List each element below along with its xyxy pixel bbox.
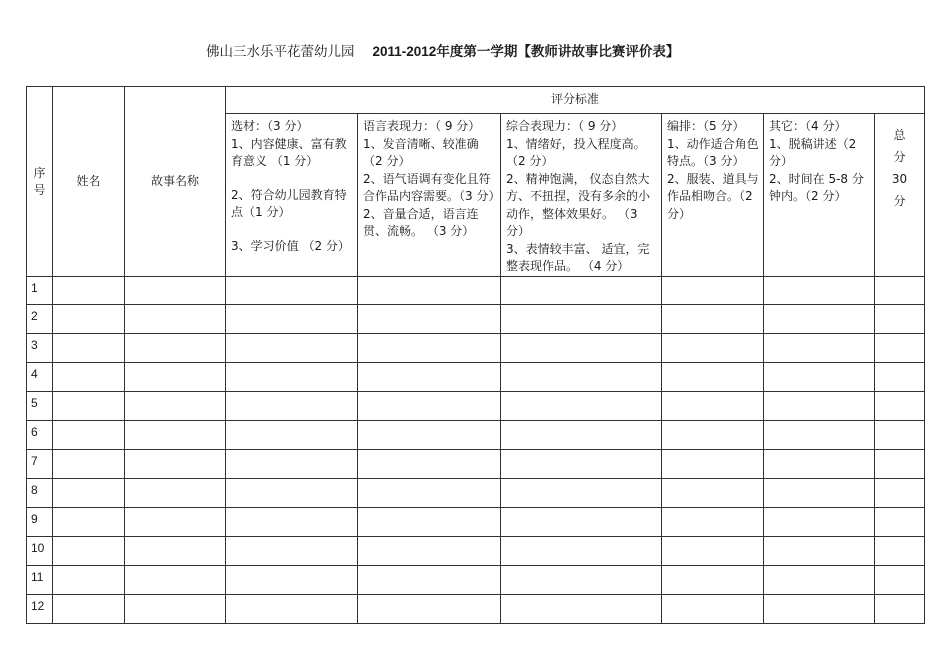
blank-cell[interactable]: [875, 334, 925, 363]
blank-cell[interactable]: [358, 392, 501, 421]
blank-cell[interactable]: [53, 595, 125, 624]
title-rest: 年度第一学期【教师讲故事比赛评价表】: [436, 44, 680, 60]
blank-cell[interactable]: [501, 392, 662, 421]
criteria-line: 2、音量合适，语言连贯、流畅。 （3 分）: [363, 206, 479, 238]
criteria-line: 2、精神饱满， 仪态自然大方、不扭捏，没有多余的小动作，整体效果好。 （3 分）: [506, 171, 651, 238]
header-story: 故事名称: [125, 87, 226, 277]
criteria-cell-3: [501, 114, 662, 277]
blank-cell[interactable]: [358, 450, 501, 479]
table-row: [27, 363, 925, 392]
blank-cell[interactable]: [53, 392, 125, 421]
row-number: 2: [27, 305, 53, 334]
table-row: [27, 450, 925, 479]
blank-cell[interactable]: [501, 508, 662, 537]
blank-cell[interactable]: [875, 305, 925, 334]
criteria-cell-1: [226, 114, 358, 277]
blank-cell[interactable]: [875, 479, 925, 508]
blank-cell[interactable]: [875, 450, 925, 479]
blank-cell[interactable]: [875, 508, 925, 537]
blank-cell[interactable]: [226, 537, 358, 566]
blank-cell[interactable]: [358, 305, 501, 334]
criteria-line: 3、学习价值 （2 分）: [231, 238, 350, 253]
total-text: 分: [893, 194, 906, 208]
blank-cell[interactable]: [501, 537, 662, 566]
blank-cell[interactable]: [764, 537, 875, 566]
row-number: 10: [27, 537, 53, 566]
blank-cell[interactable]: [662, 508, 764, 537]
spacer: [231, 222, 353, 238]
blank-cell[interactable]: [226, 421, 358, 450]
blank-cell[interactable]: [125, 566, 226, 595]
blank-cell[interactable]: [875, 392, 925, 421]
row-number: 9: [27, 508, 53, 537]
blank-cell[interactable]: [226, 508, 358, 537]
row-number: 3: [27, 334, 53, 363]
blank-cell[interactable]: [501, 421, 662, 450]
blank-cell[interactable]: [358, 277, 501, 305]
blank-cell[interactable]: [764, 334, 875, 363]
blank-cell[interactable]: [501, 305, 662, 334]
page-title: [206, 40, 679, 60]
blank-cell[interactable]: [358, 595, 501, 624]
blank-cell[interactable]: [875, 277, 925, 305]
blank-cell[interactable]: [501, 566, 662, 595]
blank-cell[interactable]: [662, 566, 764, 595]
blank-cell[interactable]: [501, 450, 662, 479]
blank-cell[interactable]: [53, 508, 125, 537]
blank-cell[interactable]: [358, 363, 501, 392]
criteria-line: 选材：（3 分）: [231, 119, 309, 133]
spacer: [231, 171, 353, 187]
blank-cell[interactable]: [358, 508, 501, 537]
criteria-line: 1、发音清晰、较准确（2 分）: [363, 136, 479, 168]
blank-cell[interactable]: [662, 479, 764, 508]
evaluation-table: [26, 86, 925, 624]
criteria-line: 1、脱稿讲述（2 分）: [769, 136, 857, 168]
table-row: [27, 566, 925, 595]
blank-cell[interactable]: [53, 566, 125, 595]
title-year: 2011-2012: [372, 44, 437, 59]
criteria-line: 编排：（5 分）: [667, 119, 745, 133]
row-number: 4: [27, 363, 53, 392]
blank-cell[interactable]: [662, 363, 764, 392]
criteria-line: 2、时间在 5-8 分钟内。（2 分）: [769, 171, 864, 203]
blank-cell[interactable]: [53, 537, 125, 566]
blank-cell[interactable]: [764, 479, 875, 508]
blank-cell[interactable]: [662, 305, 764, 334]
blank-cell[interactable]: [125, 450, 226, 479]
table-row: [27, 392, 925, 421]
blank-cell[interactable]: [662, 537, 764, 566]
blank-cell[interactable]: [226, 363, 358, 392]
blank-cell[interactable]: [875, 537, 925, 566]
blank-cell[interactable]: [764, 595, 875, 624]
table-row: [27, 479, 925, 508]
blank-cell[interactable]: [226, 595, 358, 624]
blank-cell[interactable]: [764, 450, 875, 479]
total-text: 总: [893, 128, 906, 142]
blank-cell[interactable]: [125, 334, 226, 363]
criteria-line: 2、符合幼儿园教育特点（1 分）: [231, 187, 347, 219]
criteria-line: 1、动作适合角色特点。（3 分）: [667, 136, 759, 168]
blank-cell[interactable]: [125, 421, 226, 450]
blank-cell[interactable]: [764, 508, 875, 537]
total-text: 分: [893, 150, 906, 164]
blank-cell[interactable]: [125, 595, 226, 624]
blank-cell[interactable]: [226, 479, 358, 508]
blank-cell[interactable]: [662, 334, 764, 363]
blank-cell[interactable]: [358, 421, 501, 450]
blank-cell[interactable]: [501, 479, 662, 508]
blank-cell[interactable]: [764, 277, 875, 305]
blank-cell[interactable]: [125, 508, 226, 537]
header-name: 姓名: [53, 87, 125, 277]
blank-cell[interactable]: [125, 305, 226, 334]
row-number: 5: [27, 392, 53, 421]
criteria-line: 其它：（4 分）: [769, 119, 847, 133]
blank-cell[interactable]: [501, 334, 662, 363]
blank-cell[interactable]: [226, 450, 358, 479]
criteria-cell-4: [662, 114, 764, 277]
criteria-cell-5: [764, 114, 875, 277]
criteria-line: 1、内容健康、富有教育意义 （1 分）: [231, 136, 347, 168]
blank-cell[interactable]: [358, 537, 501, 566]
total-text: 30: [891, 172, 908, 186]
criteria-line: 2、服装、道具与作品相吻合。（2 分）: [667, 171, 759, 221]
criteria-line: 语言表现力：（ 9 分）: [363, 119, 481, 133]
table-row: [27, 508, 925, 537]
blank-cell[interactable]: [662, 595, 764, 624]
row-number: 11: [27, 566, 53, 595]
blank-cell[interactable]: [358, 566, 501, 595]
blank-cell[interactable]: [764, 392, 875, 421]
blank-cell[interactable]: [764, 566, 875, 595]
blank-cell[interactable]: [764, 305, 875, 334]
blank-cell[interactable]: [875, 421, 925, 450]
criteria-line: 综合表现力：（ 9 分）: [506, 119, 624, 133]
blank-cell[interactable]: [501, 363, 662, 392]
blank-cell[interactable]: [501, 277, 662, 305]
header-seq: 序号: [27, 87, 53, 277]
blank-cell[interactable]: [358, 479, 501, 508]
blank-cell[interactable]: [125, 537, 226, 566]
blank-cell[interactable]: [226, 334, 358, 363]
criteria-cell-2: [358, 114, 501, 277]
table-row: [27, 334, 925, 363]
blank-cell[interactable]: [53, 334, 125, 363]
blank-cell[interactable]: [226, 305, 358, 334]
row-number: 1: [27, 277, 53, 305]
row-number: 8: [27, 479, 53, 508]
blank-cell[interactable]: [125, 363, 226, 392]
table-row: [27, 537, 925, 566]
table-row: [27, 305, 925, 334]
blank-cell[interactable]: [226, 277, 358, 305]
blank-cell[interactable]: [662, 450, 764, 479]
row-number: 7: [27, 450, 53, 479]
title-school: 佛山三水乐平花蕾幼儿园: [206, 44, 355, 60]
criteria-line: 1、情绪好，投入程度高。（2 分）: [506, 136, 646, 168]
blank-cell[interactable]: [662, 421, 764, 450]
blank-cell[interactable]: [764, 421, 875, 450]
table-row: [27, 277, 925, 305]
blank-cell[interactable]: [662, 277, 764, 305]
blank-cell[interactable]: [662, 392, 764, 421]
blank-cell[interactable]: [875, 566, 925, 595]
row-number: 12: [27, 595, 53, 624]
blank-cell[interactable]: [53, 479, 125, 508]
blank-cell[interactable]: [125, 392, 226, 421]
blank-cell[interactable]: [226, 566, 358, 595]
header-total: [875, 114, 925, 277]
blank-cell[interactable]: [53, 421, 125, 450]
blank-cell[interactable]: [358, 334, 501, 363]
blank-cell[interactable]: [53, 450, 125, 479]
criteria-line: 2、语气语调有变化且符合作品内容需要。（3 分）: [363, 171, 501, 203]
row-number: 6: [27, 421, 53, 450]
table-row: [27, 595, 925, 624]
blank-cell[interactable]: [125, 479, 226, 508]
criteria-line: 3、表情较丰富、 适宜，完整表现作品。 （4 分）: [506, 241, 650, 273]
blank-cell[interactable]: [53, 363, 125, 392]
blank-cell[interactable]: [53, 305, 125, 334]
blank-cell[interactable]: [125, 277, 226, 305]
blank-cell[interactable]: [764, 363, 875, 392]
blank-cell[interactable]: [875, 363, 925, 392]
blank-cell[interactable]: [226, 392, 358, 421]
blank-cell[interactable]: [501, 595, 662, 624]
table-row: [27, 421, 925, 450]
header-criteria: 评分标准: [226, 87, 925, 114]
blank-cell[interactable]: [53, 277, 125, 305]
blank-cell[interactable]: [875, 595, 925, 624]
